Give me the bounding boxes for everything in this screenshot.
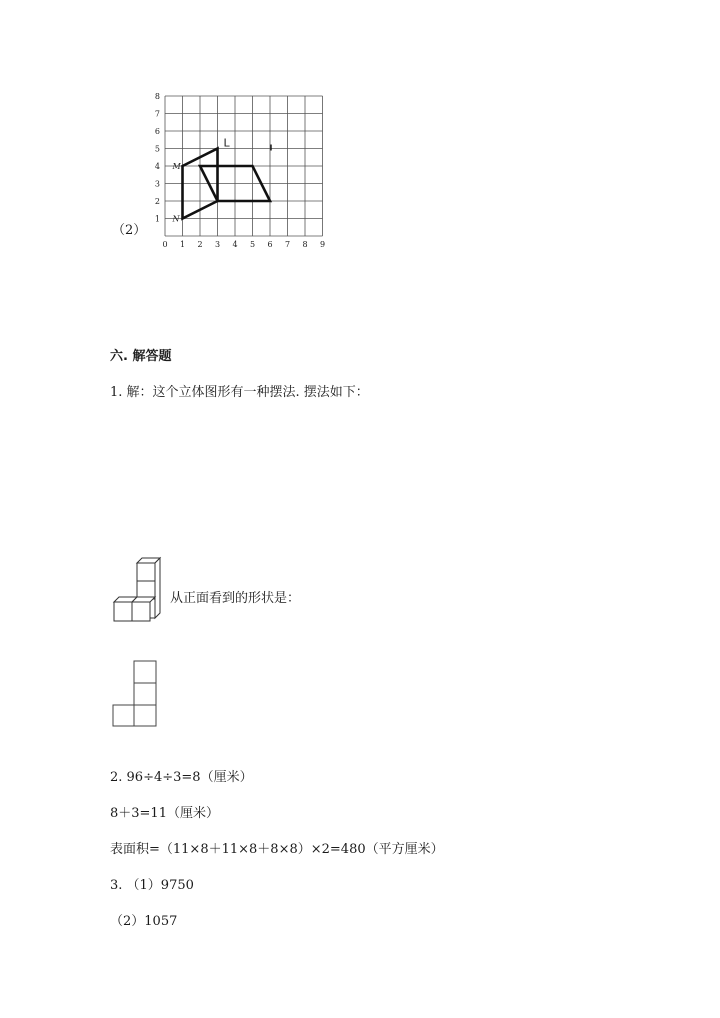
y-tick-label: 1: [154, 214, 160, 224]
point-label-l: L: [223, 136, 230, 150]
y-tick-label: 6: [154, 127, 160, 136]
x-tick-label: 0: [162, 240, 168, 249]
q3-line-2: （2）1057: [110, 914, 178, 929]
x-tick-label: 2: [197, 240, 203, 249]
q2-line-2: 8＋3=11（厘米）: [110, 806, 219, 821]
q1-text: 1. 解：这个立体图形有一种摆法. 摆法如下：: [110, 385, 369, 400]
point-label-n: N: [172, 214, 180, 224]
y-tick-label: 8: [154, 92, 160, 101]
coordinate-grid-figure: [140, 88, 340, 258]
y-tick-label: 2: [154, 197, 160, 206]
q3-line-1: 3. （1）9750: [110, 878, 194, 893]
y-tick-label: 5: [154, 144, 160, 154]
x-tick-label: 9: [319, 240, 326, 249]
front-view-figure: [112, 660, 160, 728]
cube-stack-figure: [110, 555, 170, 627]
x-tick-label: 1: [179, 240, 186, 249]
section-title: 六. 解答题: [110, 349, 172, 364]
y-tick-label: 4: [154, 162, 160, 171]
x-tick-label: 8: [302, 240, 308, 249]
x-tick-label: 6: [267, 240, 273, 249]
q2-line-3: 表面积=（11×8＋11×8＋8×8）×2=480（平方厘米）: [110, 842, 444, 857]
point-label-m: M: [172, 162, 181, 171]
x-tick-label: 3: [214, 240, 221, 249]
q2-line-1: 2. 96÷4÷3=8（厘米）: [110, 770, 253, 785]
x-tick-label: 4: [232, 240, 238, 249]
part-label-2: （2）: [112, 223, 147, 238]
front-view-text: 从正面看到的形状是：: [170, 591, 301, 606]
y-tick-label: 7: [154, 109, 160, 119]
y-tick-label: 3: [154, 179, 160, 189]
x-tick-label: 5: [249, 240, 256, 249]
x-tick-label: 7: [284, 240, 291, 249]
